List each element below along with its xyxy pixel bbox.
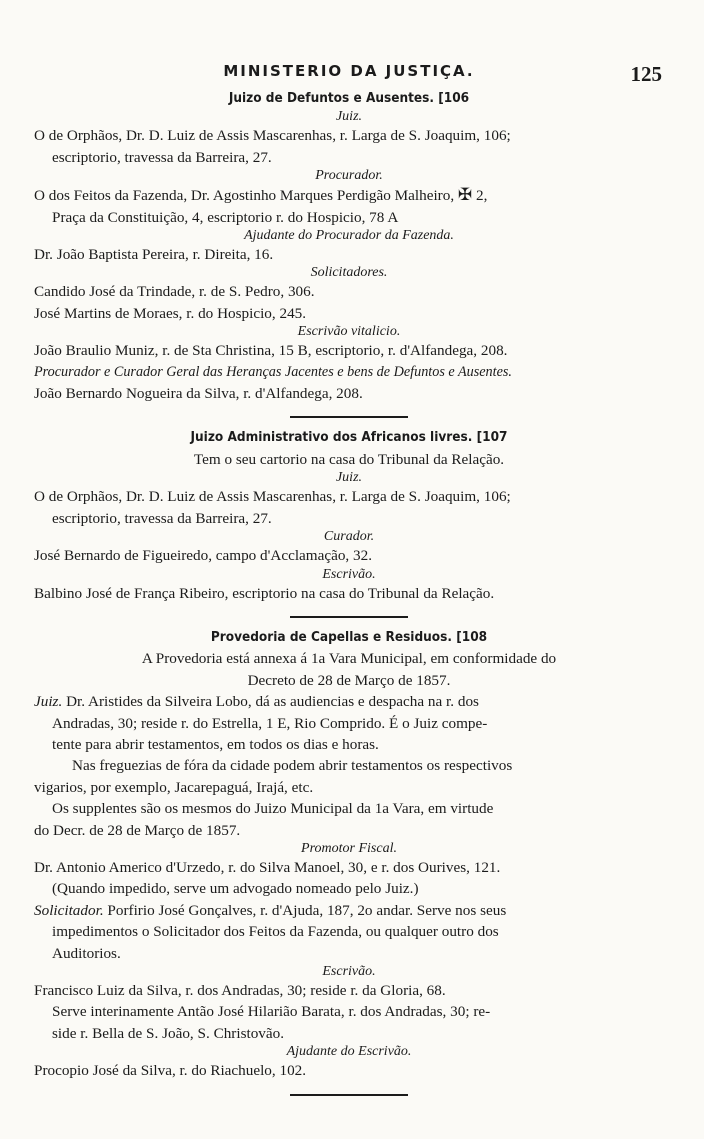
role-label: Ajudante do Procurador da Fazenda. — [244, 228, 454, 244]
role-label: Procurador. — [315, 168, 383, 184]
text-line: Decreto de 28 de Março de 1857. — [247, 671, 451, 689]
text-line: A Provedoria está annexa á 1a Vara Municipal, em conformidade do — [141, 650, 557, 668]
text-line: Tem o seu cartorio na casa do Tribunal da Relação. — [193, 450, 505, 468]
section-heading: Provedoria de Capellas e Residuos. [108 — [210, 628, 488, 645]
text-line: Nas freguezias de fóra da cidade podem abrir testamentos os respectivos — [72, 757, 513, 775]
text-line — [34, 900, 664, 921]
text-line — [34, 691, 664, 712]
text-line: José Martins de Moraes, r. do Hospicio, 245. — [34, 304, 307, 322]
text-line: Candido José da Trindade, r. de S. Pedro, 306. — [34, 283, 315, 301]
section-africanos — [34, 427, 664, 603]
running-title: MINISTERIO DA JUSTIÇA. — [223, 62, 475, 80]
section-divider — [290, 416, 408, 418]
text-line: vigarios, por exemplo, Jacarepaguá, Irajá, etc. — [34, 778, 314, 796]
role-label: Escrivão vitalicio. — [297, 324, 401, 340]
role-label: Escrivão. — [322, 566, 376, 582]
text-span: O dos Feitos da Fazenda, Dr. Agostinho Marques Perdigão Malheiro, — [34, 187, 455, 205]
text-line: Praça da Constituição, 4, escriptorio r. do Hospicio, 78 A — [52, 208, 399, 226]
role-label: Curador. — [323, 529, 375, 545]
text-line: Procopio José da Silva, r. do Riachuelo, 102. — [34, 1062, 307, 1080]
section-divider — [290, 616, 408, 618]
text-span: 2, — [475, 187, 488, 205]
role-label: Solicitadores. — [310, 265, 388, 281]
role-label-inline: Juiz. — [34, 693, 63, 711]
role-label: Juiz. — [335, 109, 363, 125]
text-line: escriptorio, travessa da Barreira, 27. — [52, 509, 272, 527]
cross-icon: ✠ — [457, 185, 473, 205]
text-line: O de Orphãos, Dr. D. Luiz de Assis Mascarenhas, r. Larga de S. Joaquim, 106; — [34, 488, 511, 506]
text-line: Balbino José de França Ribeiro, escriptorio na casa do Tribunal da Relação. — [34, 584, 495, 602]
text-line: João Bernardo Nogueira da Silva, r. d'Alfandega, 208. — [34, 385, 363, 403]
section-divider — [290, 1094, 408, 1096]
text-line: Auditorios. — [52, 944, 121, 962]
text-line: (Quando impedido, serve um advogado nomeado pelo Juiz.) — [52, 880, 419, 898]
text-line: tente para abrir testamentos, em todos os dias e horas. — [52, 735, 379, 753]
role-label-inline: Solicitador. — [34, 901, 104, 919]
text-line: Dr. Antonio Americo d'Urzedo, r. do Silva Manoel, 30, e r. dos Ourives, 121. — [34, 858, 501, 876]
text-line: Serve interinamente Antão José Hilarião Barata, r. dos Andradas, 30; re- — [52, 1003, 491, 1021]
text-span: Porfirio José Gonçalves, r. d'Ajuda, 187, 2o andar. Serve nos seus — [107, 901, 507, 919]
text-span: Dr. Aristides da Silveira Lobo, dá as audiencias e despacha na r. dos — [66, 693, 479, 711]
text-line: O de Orphãos, Dr. D. Luiz de Assis Mascarenhas, r. Larga de S. Joaquim, 106; — [34, 127, 511, 145]
role-label: Juiz. — [335, 470, 363, 486]
text-line: impedimentos o Solicitador dos Feitos da Fazenda, ou qualquer outro dos — [52, 923, 499, 941]
text-line: do Decr. de 28 de Março de 1857. — [34, 821, 241, 839]
role-label: Promotor Fiscal. — [301, 840, 397, 856]
role-label: Ajudante do Escrivão. — [286, 1044, 412, 1060]
section-heading: Juizo Administrativo dos Africanos livres. [107 — [190, 429, 508, 446]
section-defuntos — [34, 88, 664, 404]
text-line — [34, 184, 664, 206]
text-line: Os supplentes são os mesmos do Juizo Municipal da 1a Vara, em virtude — [52, 800, 494, 818]
text-line: Andradas, 30; reside r. do Estrella, 1 E, Rio Comprido. É o Juiz compe- — [52, 714, 488, 732]
text-line: José Bernardo de Figueiredo, campo d'Acclamação, 32. — [34, 547, 373, 565]
text-line: side r. Bella de S. João, S. Christovão. — [52, 1024, 285, 1042]
text-line: João Braulio Muniz, r. de Sta Christina, 15 B, escriptorio, r. d'Alfandega, 208. — [34, 342, 508, 360]
text-line: Francisco Luiz da Silva, r. dos Andradas, 30; reside r. da Gloria, 68. — [34, 982, 446, 999]
page-number: 125 — [630, 62, 662, 86]
section-heading: Juizo de Defuntos e Ausentes. [106 — [228, 90, 470, 106]
text-line: escriptorio, travessa da Barreira, 27. — [52, 148, 272, 166]
section-provedoria — [34, 627, 664, 1082]
role-label: Escrivão. — [322, 964, 376, 979]
role-label-inline: Procurador e Curador Geral das Heranças Jacentes e bens de Defuntos e Ausentes. — [34, 363, 512, 380]
running-head — [34, 58, 664, 88]
text-line: Dr. João Baptista Pereira, r. Direita, 16. — [34, 246, 274, 264]
